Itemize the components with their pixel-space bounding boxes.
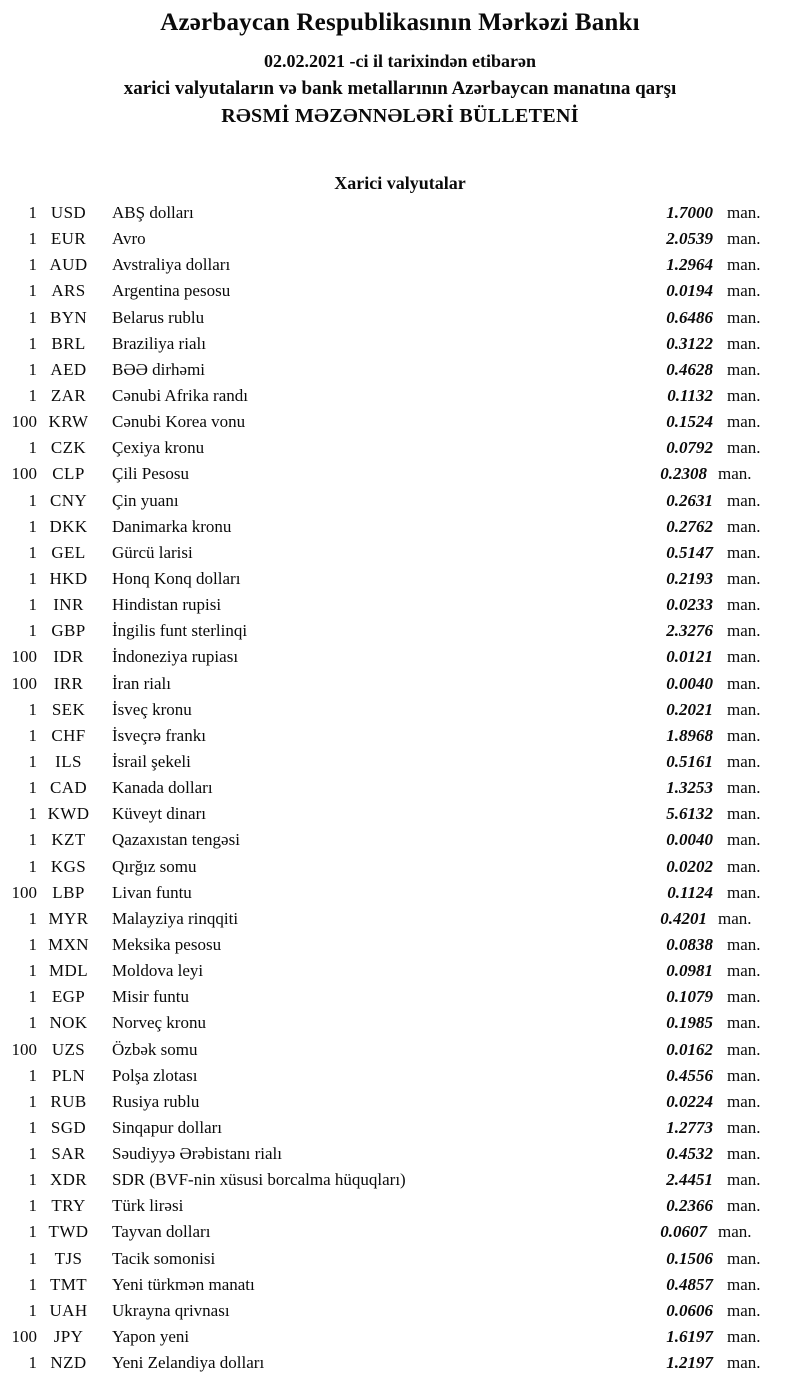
- rate-value-cell: 0.0162: [666, 1039, 713, 1059]
- quantity-cell: 1: [28, 1013, 37, 1033]
- effective-date-line: 02.02.2021 -ci il tarixindən etibarən: [264, 51, 536, 71]
- rate-row: [0, 200, 800, 226]
- quantity-cell: 1: [28, 908, 37, 928]
- quantity-cell: 1: [28, 1248, 37, 1268]
- unit-label-cell: man.: [727, 804, 761, 824]
- quantity-cell: 1: [28, 542, 37, 562]
- currency-code-cell: EGP: [51, 987, 86, 1007]
- rate-value-cell: 0.1132: [667, 385, 713, 405]
- currency-code-cell: USD: [50, 203, 87, 222]
- currency-name-cell: İsrail şekeli: [112, 751, 191, 771]
- currency-name-cell: Malayziya rinqqiti: [112, 908, 239, 928]
- currency-name-cell: Avro: [112, 229, 146, 249]
- quantity-cell: 1: [28, 621, 37, 641]
- currency-code-cell: NZD: [50, 1353, 87, 1373]
- currency-code-cell: CLP: [52, 464, 85, 484]
- bank-title: Azərbaycan Respublikasının Mərkəzi Bankı: [160, 9, 640, 36]
- currency-name-cell: Avstraliya dolları: [112, 255, 231, 275]
- currency-code-cell: KZT: [51, 830, 86, 850]
- currency-name-cell: Norveç kronu: [112, 1013, 206, 1033]
- quantity-cell: 100: [11, 673, 37, 693]
- quantity-cell: 1: [28, 804, 37, 824]
- rate-value-cell: 1.2197: [666, 1353, 713, 1373]
- currency-code-cell: XDR: [49, 1170, 88, 1190]
- rate-row: [0, 671, 800, 697]
- rate-value-cell: 0.0040: [666, 673, 713, 693]
- currency-name-cell: İsveçrə frankı: [112, 725, 206, 745]
- unit-label-cell: man.: [727, 595, 761, 615]
- currency-name-cell: Sinqapur dolları: [112, 1117, 223, 1137]
- quantity-cell: 1: [28, 1300, 37, 1320]
- quantity-cell: 100: [11, 464, 37, 484]
- unit-label-cell: man.: [727, 568, 761, 588]
- currency-name-cell: Yeni türkmən manatı: [112, 1274, 255, 1294]
- rate-value-cell: 0.1506: [666, 1248, 713, 1268]
- currency-code-cell: NOK: [49, 1013, 88, 1033]
- quantity-cell: 1: [28, 751, 37, 771]
- rate-row: [0, 1089, 800, 1115]
- unit-label-cell: man.: [727, 1300, 761, 1320]
- currency-code-cell: AED: [50, 359, 87, 379]
- rate-value-cell: 0.4628: [666, 359, 713, 379]
- rate-row: [0, 749, 800, 775]
- rate-value-cell: 0.4532: [666, 1144, 713, 1164]
- quantity-cell: 1: [28, 516, 37, 536]
- quantity-cell: 1: [28, 1170, 37, 1190]
- currency-code-cell: TWD: [48, 1222, 89, 1242]
- quantity-cell: 1: [28, 229, 37, 249]
- rate-row: [0, 1141, 800, 1167]
- unit-label-cell: man.: [727, 1196, 761, 1216]
- currency-code-cell: EUR: [50, 229, 87, 249]
- currency-name-cell: Yapon yeni: [112, 1327, 190, 1347]
- currency-name-cell: Tayvan dolları: [112, 1222, 211, 1242]
- rate-row: [0, 357, 800, 383]
- currency-name-cell: Moldova leyi: [112, 961, 204, 981]
- rate-value-cell: 1.3253: [666, 778, 713, 798]
- currency-name-cell: Honq Konq dolları: [112, 568, 241, 588]
- quantity-cell: 1: [28, 438, 37, 458]
- rate-value-cell: 1.2964: [666, 255, 713, 275]
- currency-name-cell: Meksika pesosu: [112, 934, 222, 954]
- rate-row: [0, 514, 800, 540]
- rate-value-cell: 0.0233: [666, 595, 713, 615]
- rate-value-cell: 2.4451: [666, 1170, 713, 1190]
- unit-label-cell: man.: [727, 1170, 761, 1190]
- quantity-cell: 1: [28, 1274, 37, 1294]
- rate-row: [0, 1246, 800, 1272]
- quantity-cell: 100: [11, 1039, 37, 1059]
- currency-code-cell: KGS: [50, 856, 87, 876]
- rate-value-cell: 0.2631: [666, 490, 713, 510]
- currency-name-cell: Türk lirəsi: [112, 1196, 184, 1216]
- currency-name-cell: Kanada dolları: [112, 778, 213, 798]
- rate-value-cell: 0.5147: [666, 542, 713, 562]
- bulletin-header: [0, 0, 800, 128]
- unit-label-cell: man.: [727, 438, 761, 458]
- quantity-cell: 1: [28, 1222, 37, 1242]
- rate-row: [0, 305, 800, 331]
- currency-code-cell: GEL: [51, 542, 86, 562]
- rate-value-cell: 0.5161: [666, 751, 713, 771]
- unit-label-cell: man.: [727, 542, 761, 562]
- rate-row: [0, 1272, 800, 1298]
- currency-code-cell: CZK: [50, 438, 87, 458]
- quantity-cell: 1: [28, 281, 37, 301]
- rate-value-cell: 2.3276: [666, 621, 713, 641]
- quantity-cell: 1: [28, 1117, 37, 1137]
- quantity-cell: 1: [28, 1353, 37, 1373]
- quantity-cell: 1: [28, 359, 37, 379]
- quantity-cell: 1: [28, 385, 37, 405]
- currency-code-cell: HKD: [49, 568, 88, 588]
- unit-label-cell: man.: [727, 412, 761, 432]
- rate-row: [0, 880, 800, 906]
- unit-label-cell: man.: [727, 1013, 761, 1033]
- rate-value-cell: 0.2308: [660, 464, 707, 484]
- currency-code-cell: ARS: [51, 281, 86, 301]
- currency-name-cell: Ukrayna qrivnası: [112, 1300, 230, 1320]
- rate-row: [0, 1324, 800, 1350]
- currency-code-cell: AUD: [49, 255, 88, 275]
- currency-code-cell: MYR: [48, 908, 89, 928]
- rate-value-cell: 0.0121: [666, 647, 713, 667]
- currency-name-cell: SDR (BVF-nin xüsusi borcalma hüquqları): [112, 1170, 406, 1190]
- rate-row: [0, 801, 800, 827]
- currency-code-cell: SGD: [50, 1117, 87, 1137]
- rate-value-cell: 0.0194: [666, 281, 713, 301]
- rate-value-cell: 2.0539: [666, 229, 713, 249]
- unit-label-cell: man.: [727, 490, 761, 510]
- currency-name-cell: Qazaxıstan tengəsi: [112, 830, 240, 850]
- quantity-cell: 100: [11, 412, 37, 432]
- rate-row: [0, 461, 800, 487]
- rate-value-cell: 1.6197: [666, 1327, 713, 1347]
- rate-row: [0, 932, 800, 958]
- currency-name-cell: Cənubi Afrika randı: [112, 385, 248, 405]
- currency-name-cell: Çin yuanı: [112, 490, 179, 510]
- currency-name-cell: Rusiya rublu: [112, 1091, 200, 1111]
- unit-label-cell: man.: [727, 934, 761, 954]
- quantity-cell: 1: [28, 203, 37, 222]
- currency-name-cell: Qırğız somu: [112, 856, 197, 876]
- quantity-cell: 1: [28, 987, 37, 1007]
- currency-name-cell: Cənubi Korea vonu: [112, 412, 246, 432]
- unit-label-cell: man.: [727, 961, 761, 981]
- rate-value-cell: 1.8968: [666, 725, 713, 745]
- rate-value-cell: 1.7000: [666, 203, 713, 222]
- currency-name-cell: İngilis funt sterlinqi: [112, 621, 248, 641]
- currency-name-cell: Özbək somu: [112, 1039, 198, 1059]
- currency-code-cell: CHF: [51, 725, 86, 745]
- quantity-cell: 1: [28, 830, 37, 850]
- quantity-cell: 1: [28, 307, 37, 327]
- rate-value-cell: 0.0792: [666, 438, 713, 458]
- currency-name-cell: Danimarka kronu: [112, 516, 232, 536]
- unit-label-cell: man.: [727, 882, 761, 902]
- currency-name-cell: Argentina pesosu: [112, 281, 231, 301]
- rate-value-cell: 0.2193: [666, 568, 713, 588]
- currency-name-cell: Belarus rublu: [112, 307, 205, 327]
- rate-value-cell: 5.6132: [666, 804, 713, 824]
- unit-label-cell: man.: [727, 1353, 761, 1373]
- currency-name-cell: Livan funtu: [112, 882, 192, 902]
- rate-value-cell: 0.0202: [666, 856, 713, 876]
- currency-code-cell: LBP: [52, 882, 85, 902]
- unit-label-cell: man.: [727, 359, 761, 379]
- rate-row: [0, 331, 800, 357]
- rate-row: [0, 618, 800, 644]
- rate-row: [0, 409, 800, 435]
- rate-value-cell: 0.0040: [666, 830, 713, 850]
- currency-name-cell: Gürcü larisi: [112, 542, 193, 562]
- rate-value-cell: 0.0606: [666, 1300, 713, 1320]
- rate-value-cell: 0.2762: [666, 516, 713, 536]
- rate-row: [0, 1219, 800, 1245]
- currency-name-cell: İsveç kronu: [112, 699, 192, 719]
- bulletin-title: RƏSMİ MƏZƏNNƏLƏRİ BÜLLETENİ: [221, 105, 579, 127]
- currency-code-cell: CNY: [49, 490, 88, 510]
- quantity-cell: 1: [28, 255, 37, 275]
- rate-row: [0, 592, 800, 618]
- currency-name-cell: Yeni Zelandiya dolları: [112, 1353, 265, 1373]
- rate-value-cell: 0.4201: [660, 908, 707, 928]
- unit-label-cell: man.: [727, 1274, 761, 1294]
- currency-code-cell: TMT: [49, 1274, 88, 1294]
- quantity-cell: 1: [28, 490, 37, 510]
- unit-label-cell: man.: [727, 255, 761, 275]
- currency-code-cell: UZS: [51, 1039, 86, 1059]
- currency-name-cell: Braziliya rialı: [112, 333, 206, 353]
- unit-label-cell: man.: [727, 673, 761, 693]
- rate-row: [0, 1010, 800, 1036]
- unit-label-cell: man.: [727, 621, 761, 641]
- unit-label-cell: man.: [727, 516, 761, 536]
- currency-code-cell: IRR: [53, 673, 84, 693]
- rate-row: [0, 827, 800, 853]
- rate-value-cell: 0.1985: [666, 1013, 713, 1033]
- unit-label-cell: man.: [727, 1248, 761, 1268]
- unit-label-cell: man.: [727, 229, 761, 249]
- rate-row: [0, 278, 800, 304]
- currency-code-cell: TJS: [54, 1248, 83, 1268]
- quantity-cell: 1: [28, 568, 37, 588]
- quantity-cell: 1: [28, 1196, 37, 1216]
- unit-label-cell: man.: [727, 1327, 761, 1347]
- unit-label-cell: man.: [727, 647, 761, 667]
- unit-label-cell: man.: [718, 464, 752, 484]
- quantity-cell: 100: [11, 882, 37, 902]
- currency-name-cell: Küveyt dinarı: [112, 804, 206, 824]
- rate-row: [0, 226, 800, 252]
- quantity-cell: 1: [28, 333, 37, 353]
- currency-code-cell: RUB: [50, 1091, 87, 1111]
- unit-label-cell: man.: [727, 778, 761, 798]
- rate-value-cell: 0.0607: [660, 1222, 707, 1242]
- unit-label-cell: man.: [727, 1117, 761, 1137]
- quantity-cell: 100: [11, 1327, 37, 1347]
- unit-label-cell: man.: [727, 856, 761, 876]
- currency-code-cell: MXN: [48, 934, 89, 954]
- currency-code-cell: SEK: [51, 699, 86, 719]
- currency-name-cell: BƏƏ dirhəmi: [112, 359, 206, 379]
- currency-name-cell: Polşa zlotası: [112, 1065, 198, 1085]
- rate-row: [0, 906, 800, 932]
- currency-code-cell: JPY: [53, 1327, 84, 1347]
- currency-code-cell: PLN: [51, 1065, 86, 1085]
- rate-row: [0, 984, 800, 1010]
- unit-label-cell: man.: [727, 1144, 761, 1164]
- rate-row: [0, 854, 800, 880]
- currency-code-cell: KRW: [48, 412, 89, 432]
- rate-value-cell: 0.1124: [667, 882, 713, 902]
- rate-row: [0, 644, 800, 670]
- quantity-cell: 1: [28, 595, 37, 615]
- currency-name-cell: Hindistan rupisi: [112, 595, 222, 615]
- rate-row: [0, 1037, 800, 1063]
- currency-name-cell: Çili Pesosu: [112, 464, 189, 484]
- rate-value-cell: 0.4857: [666, 1274, 713, 1294]
- currency-name-cell: İndoneziya rupiası: [112, 647, 239, 667]
- rate-row: [0, 1167, 800, 1193]
- currency-name-cell: Tacik somonisi: [112, 1248, 216, 1268]
- quantity-cell: 1: [28, 1091, 37, 1111]
- quantity-cell: 1: [28, 1144, 37, 1164]
- rate-row: [0, 1193, 800, 1219]
- unit-label-cell: man.: [727, 333, 761, 353]
- currency-code-cell: MDL: [49, 961, 88, 981]
- unit-label-cell: man.: [727, 281, 761, 301]
- rate-value-cell: 0.2021: [666, 699, 713, 719]
- rate-value-cell: 0.2366: [666, 1196, 713, 1216]
- unit-label-cell: man.: [727, 1091, 761, 1111]
- unit-label-cell: man.: [727, 751, 761, 771]
- unit-label-cell: man.: [727, 1039, 761, 1059]
- quantity-cell: 1: [28, 725, 37, 745]
- unit-label-cell: man.: [727, 385, 761, 405]
- rate-row: [0, 1063, 800, 1089]
- unit-label-cell: man.: [727, 699, 761, 719]
- currency-code-cell: GBP: [51, 621, 86, 641]
- rate-value-cell: 0.1079: [666, 987, 713, 1007]
- unit-label-cell: man.: [727, 987, 761, 1007]
- currency-code-cell: DKK: [49, 516, 88, 536]
- currency-name-cell: Çexiya kronu: [112, 438, 205, 458]
- rate-row: [0, 383, 800, 409]
- rate-row: [0, 723, 800, 749]
- unit-label-cell: man.: [718, 908, 752, 928]
- currency-code-cell: UAH: [49, 1300, 88, 1320]
- rate-value-cell: 0.6486: [666, 307, 713, 327]
- quantity-cell: 1: [28, 1065, 37, 1085]
- rate-row: [0, 775, 800, 801]
- quantity-cell: 1: [28, 778, 37, 798]
- rate-row: [0, 697, 800, 723]
- currency-code-cell: ILS: [55, 751, 82, 771]
- currency-name-cell: Misir funtu: [112, 987, 189, 1007]
- rate-row: [0, 488, 800, 514]
- rate-row: [0, 1350, 800, 1376]
- unit-label-cell: man.: [727, 830, 761, 850]
- currency-code-cell: TRY: [51, 1196, 86, 1216]
- rate-row: [0, 252, 800, 278]
- rate-value-cell: 0.3122: [666, 333, 713, 353]
- rate-row: [0, 958, 800, 984]
- currency-name-cell: İran rialı: [112, 673, 171, 693]
- unit-label-cell: man.: [718, 1222, 752, 1242]
- rate-value-cell: 0.0838: [666, 934, 713, 954]
- rate-value-cell: 0.1524: [666, 412, 713, 432]
- quantity-cell: 1: [28, 856, 37, 876]
- unit-label-cell: man.: [727, 203, 761, 222]
- rate-value-cell: 1.2773: [666, 1117, 713, 1137]
- currency-code-cell: KWD: [47, 804, 90, 824]
- currency-code-cell: BRL: [51, 333, 86, 353]
- rates-table: [0, 200, 800, 1376]
- rate-row: [0, 1298, 800, 1324]
- rate-row: [0, 566, 800, 592]
- rate-value-cell: 0.0981: [666, 961, 713, 981]
- quantity-cell: 1: [28, 699, 37, 719]
- rate-row: [0, 540, 800, 566]
- quantity-cell: 100: [11, 647, 37, 667]
- rate-value-cell: 0.4556: [666, 1065, 713, 1085]
- currency-code-cell: BYN: [49, 307, 88, 327]
- currency-code-cell: CAD: [49, 778, 88, 798]
- rate-row: [0, 1115, 800, 1141]
- quantity-cell: 1: [28, 961, 37, 981]
- currency-name-cell: Səudiyyə Ərəbistanı rialı: [112, 1144, 282, 1164]
- rate-value-cell: 0.0224: [666, 1091, 713, 1111]
- currency-code-cell: IDR: [53, 647, 84, 667]
- unit-label-cell: man.: [727, 1065, 761, 1085]
- unit-label-cell: man.: [727, 307, 761, 327]
- quantity-cell: 1: [28, 934, 37, 954]
- section-title-foreign-currencies: Xarici valyutalar: [334, 173, 466, 193]
- rate-row: [0, 435, 800, 461]
- currency-code-cell: ZAR: [50, 385, 87, 405]
- currency-code-cell: INR: [53, 595, 84, 615]
- currency-name-cell: ABŞ dolları: [112, 203, 194, 222]
- currency-code-cell: SAR: [51, 1144, 86, 1164]
- unit-label-cell: man.: [727, 725, 761, 745]
- bulletin-subtitle: xarici valyutaların və bank metallarının Azərbaycan manatına qarşı: [123, 78, 677, 99]
